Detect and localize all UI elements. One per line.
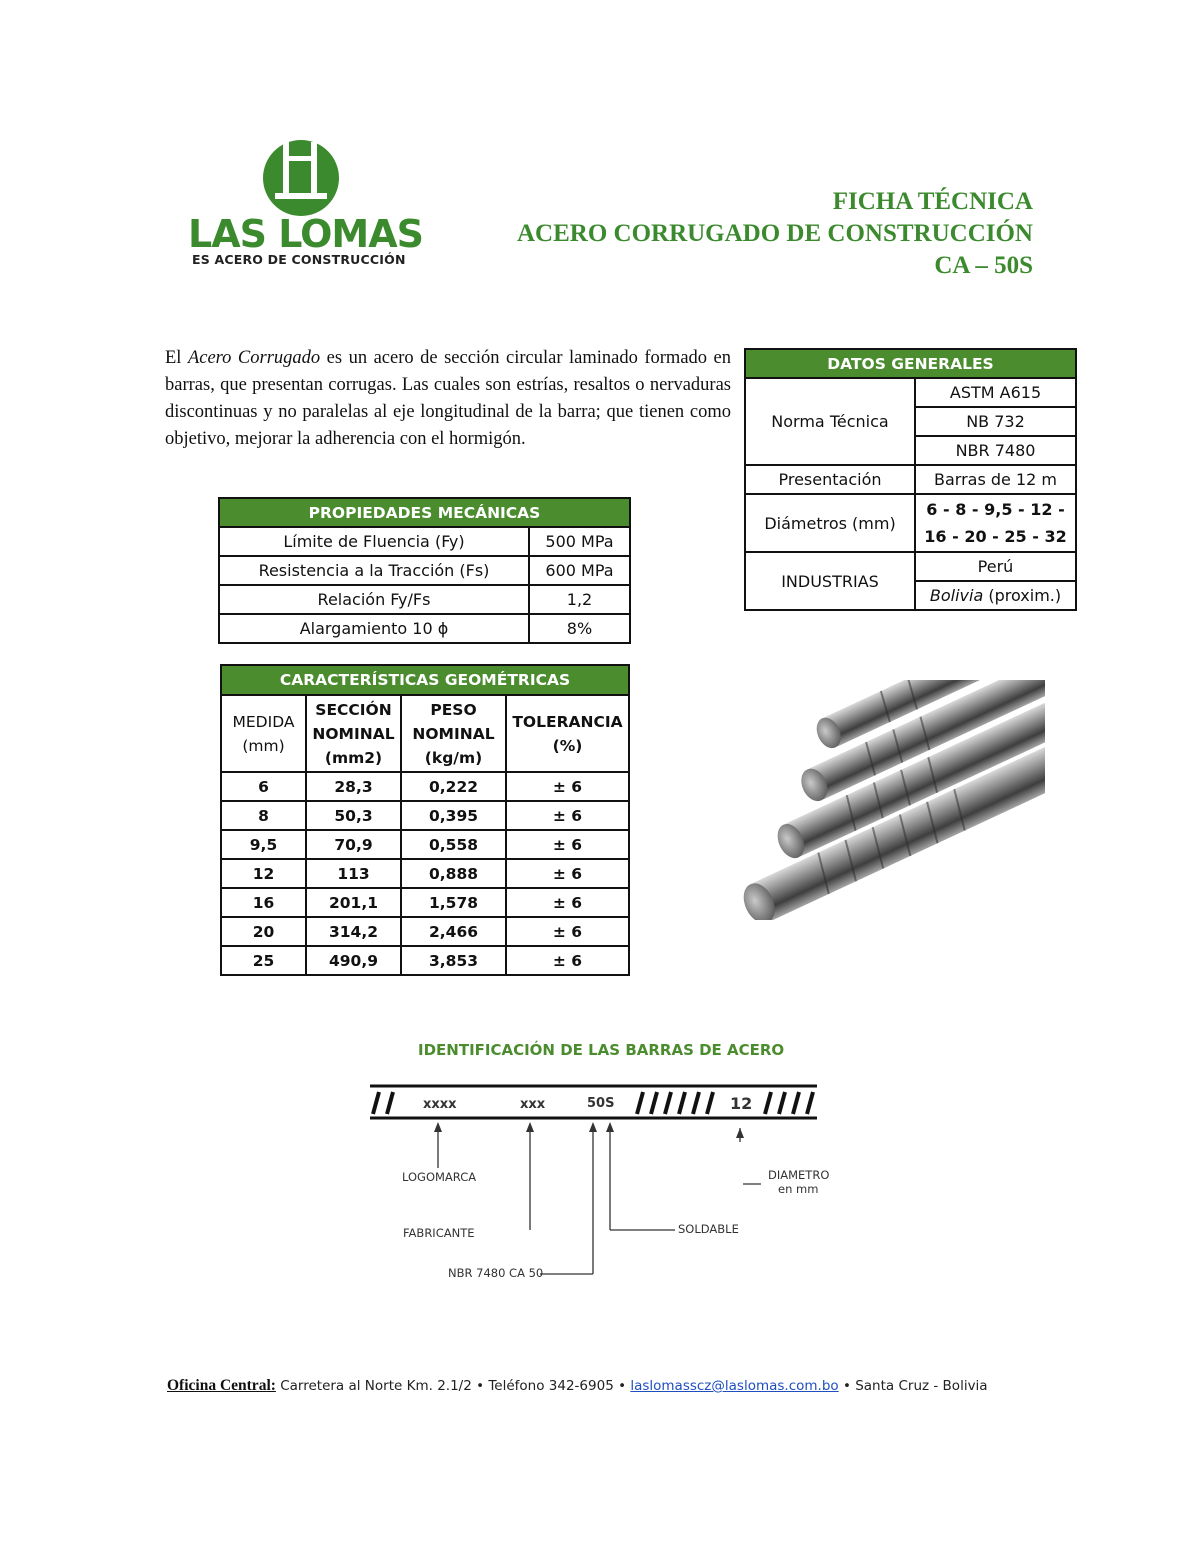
table-row [221,772,629,801]
label-soldable: SOLDABLE [678,1222,739,1236]
mark-grade: 50S [587,1096,615,1111]
table-row [221,801,629,830]
table-cell: 490,9 [306,946,401,975]
footer-city: • Santa Cruz - Bolivia [838,1378,988,1394]
table-header-row [221,695,629,772]
footer-email-link[interactable]: laslomasscz@laslomas.com.bo [630,1378,839,1394]
table-cell: ± 6 [506,801,629,830]
industria-value: Perú [915,552,1076,581]
mark-logo: xxxx [423,1097,457,1112]
table-cell: 0,395 [401,801,506,830]
diametros-line: 16 - 20 - 25 - 32 [924,527,1067,546]
mechanical-properties-table [218,497,631,644]
table-row [221,946,629,975]
presentacion-value: Barras de 12 m [915,465,1076,494]
table-row [221,917,629,946]
product-code: CA – 50S [934,252,1033,279]
table-cell: 201,1 [306,888,401,917]
table-row [221,888,629,917]
footer-address: Carretera al Norte Km. 2.1/2 • Teléfono 342-6905 • [275,1378,631,1394]
table-cell: ± 6 [506,888,629,917]
column-header: MEDIDA (mm) [221,695,306,772]
diametros-line: 6 - 8 - 9,5 - 12 - [926,500,1065,519]
logo-tagline: ES ACERO DE CONSTRUCCIÓN [192,252,406,267]
footer-contact [167,1377,988,1395]
table-row [219,585,630,614]
intro-text-pre: El [165,348,188,368]
logo-wordmark: LAS LOMAS [188,212,423,256]
footer-label: Oficina Central: [167,1377,276,1394]
property-name: Límite de Fluencia (Fy) [219,527,529,556]
table-cell: 20 [221,917,306,946]
industria-country: Bolivia [929,586,984,605]
table-cell: 25 [221,946,306,975]
table-cell: 0,222 [401,772,506,801]
table-row [221,859,629,888]
page-title: FICHA TÉCNICA [832,188,1033,215]
table-row [745,552,1076,581]
property-value: 500 MPa [529,527,630,556]
table-title: DATOS GENERALES [745,349,1076,378]
mark-manufacturer: xxx [520,1097,546,1112]
intro-paragraph [165,345,731,453]
label-norma: NBR 7480 CA 50 [448,1266,544,1280]
norma-value: NB 732 [915,407,1076,436]
table-title: PROPIEDADES MECÁNICAS [219,498,630,527]
property-name: Resistencia a la Tracción (Fs) [219,556,529,585]
table-cell: 50,3 [306,801,401,830]
table-cell: 28,3 [306,772,401,801]
table-cell: 6 [221,772,306,801]
label-diametro: DIAMETRO [768,1168,830,1182]
diametros-value [915,494,1076,552]
property-name: Relación Fy/Fs [219,585,529,614]
intro-emphasis: Acero Corrugado [187,348,321,368]
table-cell: 1,578 [401,888,506,917]
norma-value: ASTM A615 [915,378,1076,407]
column-header: TOLERANCIA (%) [506,695,629,772]
rebar-photo [680,680,1045,920]
property-value: 1,2 [529,585,630,614]
table-row [221,830,629,859]
general-data-table [744,348,1077,611]
presentacion-label: Presentación [745,465,915,494]
table-cell: ± 6 [506,859,629,888]
mark-diameter: 12 [730,1094,753,1113]
table-cell: 16 [221,888,306,917]
norma-value: NBR 7480 [915,436,1076,465]
table-row [219,614,630,643]
table-cell: 113 [306,859,401,888]
table-cell: 9,5 [221,830,306,859]
geometric-characteristics-table [220,664,630,976]
table-row [219,527,630,556]
table-row [745,378,1076,407]
table-cell: 314,2 [306,917,401,946]
industria-value [915,581,1076,610]
page-subtitle: ACERO CORRUGADO DE CONSTRUCCIÓN [516,220,1033,247]
table-cell: ± 6 [506,830,629,859]
table-cell: ± 6 [506,772,629,801]
property-value: 600 MPa [529,556,630,585]
table-cell: 0,558 [401,830,506,859]
diametros-label: Diámetros (mm) [745,494,915,552]
table-row [745,494,1076,552]
label-diametro-unit: en mm [778,1182,819,1196]
property-value: 8% [529,614,630,643]
industria-note: (proxim.) [983,586,1062,605]
label-logomarca: LOGOMARCA [402,1170,477,1184]
table-cell: 3,853 [401,946,506,975]
table-row [219,556,630,585]
table-cell: 70,9 [306,830,401,859]
label-fabricante: FABRICANTE [403,1226,475,1240]
table-cell: ± 6 [506,917,629,946]
intro-text-post: es un acero de sección circular laminado formado en barras, que presentan corrugas. Las cuales son estrías, resaltos o nervaduras discontinuas y no paralelas al eje longitudinal de la barra; que tienen como objetivo, mejorar la adherencia con el hormigón. [165,348,731,449]
property-name: Alargamiento 10 ϕ [219,614,529,643]
industrias-label: INDUSTRIAS [745,552,915,610]
table-row [745,465,1076,494]
table-cell: 0,888 [401,859,506,888]
column-header: SECCIÓN NOMINAL (mm2) [306,695,401,772]
table-cell: ± 6 [506,946,629,975]
norma-label: Norma Técnica [745,378,915,465]
table-cell: 12 [221,859,306,888]
diagram-title: IDENTIFICACIÓN DE LAS BARRAS DE ACERO [418,1041,785,1059]
table-title: CARACTERÍSTICAS GEOMÉTRICAS [221,665,629,695]
table-cell: 2,466 [401,917,506,946]
column-header: PESO NOMINAL (kg/m) [401,695,506,772]
table-cell: 8 [221,801,306,830]
